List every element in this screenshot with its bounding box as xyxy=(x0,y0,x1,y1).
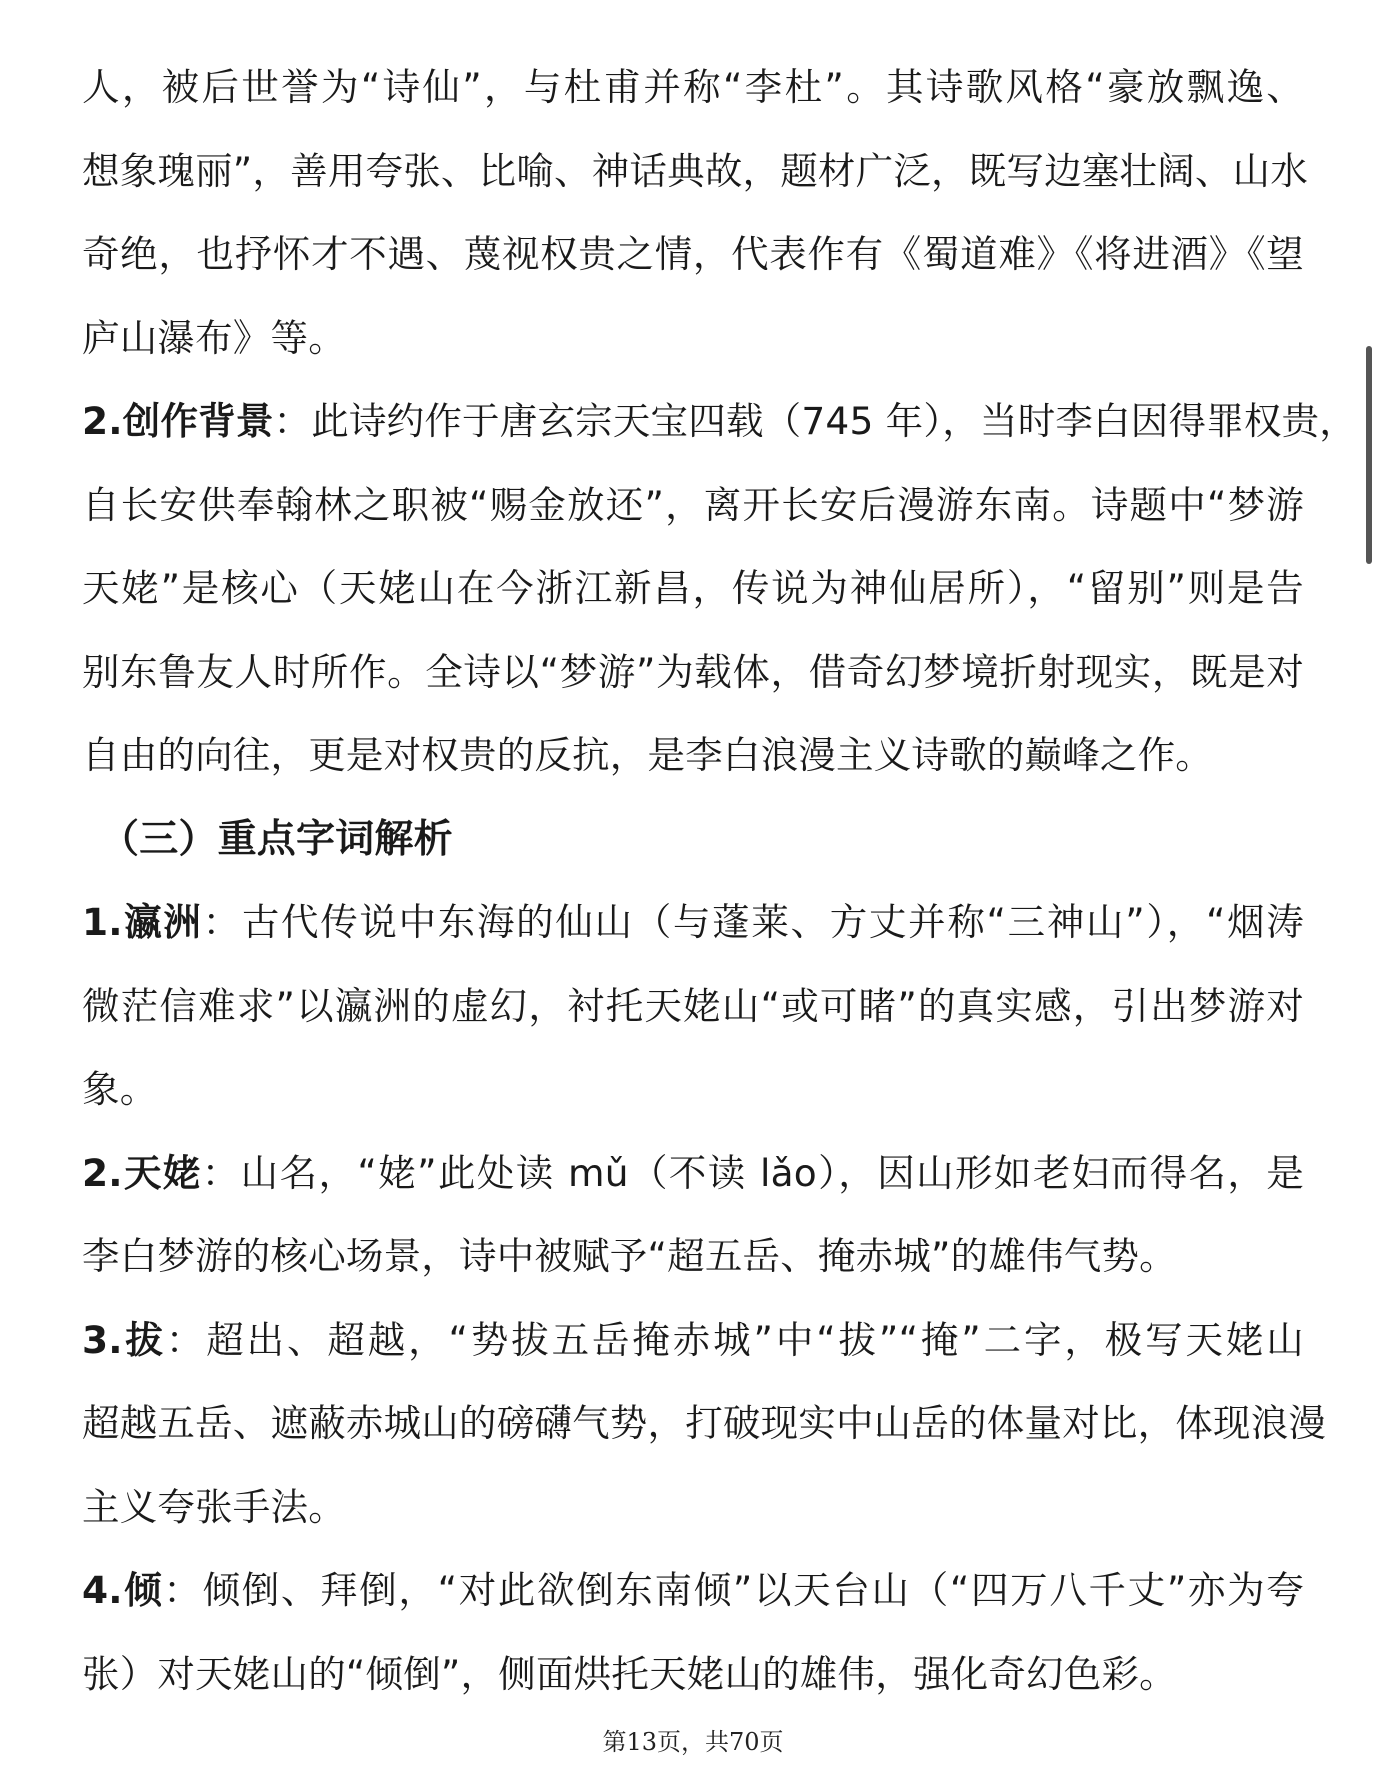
page-number: 第13页，共70页 xyxy=(602,1728,784,1756)
text-line xyxy=(82,1132,1304,1216)
text-line: 人，被后世誉为“诗仙”，与杜甫并称“李杜”。其诗歌风格“豪放飘逸、 xyxy=(82,65,1304,109)
term-label: 2.创作背景 xyxy=(82,399,274,443)
text-line: 主义夸张手法。 xyxy=(82,1484,346,1529)
scrollbar-thumb[interactable] xyxy=(1366,346,1372,564)
text-line xyxy=(82,881,1304,965)
text-line: 奇绝，也抒怀才不遇、蔑视权贵之情，代表作有《蜀道难》《将进酒》《望 xyxy=(82,232,1304,276)
term-text: ：此诗约作于唐玄宗天宝四载（745 年），当时李白因得罪权贵， xyxy=(273,399,1357,443)
text-line: 自由的向往，更是对权贵的反抗，是李白浪漫主义诗歌的巅峰之作。 xyxy=(82,733,1213,777)
term-text: ：超出、超越，“势拔五岳掩赤城”中“拔”“掩”二字，极写天姥山 xyxy=(165,1317,1304,1362)
text-line: 张）对天姥山的“倾倒”，侧面烘托天姥山的雄伟，强化奇幻色彩。 xyxy=(82,1651,1177,1696)
term-label: 4.倾 xyxy=(82,1568,164,1612)
text-line: 别东鲁友人时所作。全诗以“梦游”为载体，借奇幻梦境折射现实，既是对 xyxy=(82,649,1304,694)
text-line: 想象瑰丽”，善用夸张、比喻、神话典故，题材广泛，既写边塞壮阔、山水 xyxy=(82,148,1309,193)
text-line: 李白梦游的核心场景，诗中被赋予“超五岳、掩赤城”的雄伟气势。 xyxy=(82,1234,1177,1278)
document-body xyxy=(82,46,1357,1716)
term-text: ：倾倒、拜倒，“对此欲倒东南倾”以天台山（“四万八千丈”亦为夸 xyxy=(163,1568,1304,1612)
text-line: 超越五岳、遮蔽赤城山的磅礴气势，打破现实中山岳的体量对比，体现浪漫 xyxy=(82,1401,1327,1445)
section-heading: （三）重点字词解析 xyxy=(100,816,453,862)
term-label: 3.拔 xyxy=(82,1317,166,1362)
text-line xyxy=(82,1299,1304,1383)
term-label: 2.天姥 xyxy=(82,1150,202,1195)
text-line: 庐山瀑布》等。 xyxy=(82,315,346,360)
term-text: ：山名，“姥”此处读 mǔ（不读 lǎo），因山形如老妇而得名，是 xyxy=(201,1150,1304,1195)
term-label: 1.瀛洲 xyxy=(82,900,203,944)
term-text: ：古代传说中东海的仙山（与蓬莱、方丈并称“三神山”），“烟涛 xyxy=(202,900,1304,944)
text-line: 自长安供奉翰林之职被“赐金放还”，离开长安后漫游东南。诗题中“梦游 xyxy=(82,482,1304,527)
text-line: 象。 xyxy=(82,1067,158,1111)
text-line xyxy=(82,380,1357,464)
text-line: 微茫信难求”以瀛洲的虚幻，衬托天姥山“或可睹”的真实感，引出梦游对 xyxy=(82,983,1304,1028)
text-line xyxy=(82,1549,1304,1633)
text-line: 天姥”是核心（天姥山在今浙江新昌，传说为神仙居所），“留别”则是告 xyxy=(82,566,1304,610)
